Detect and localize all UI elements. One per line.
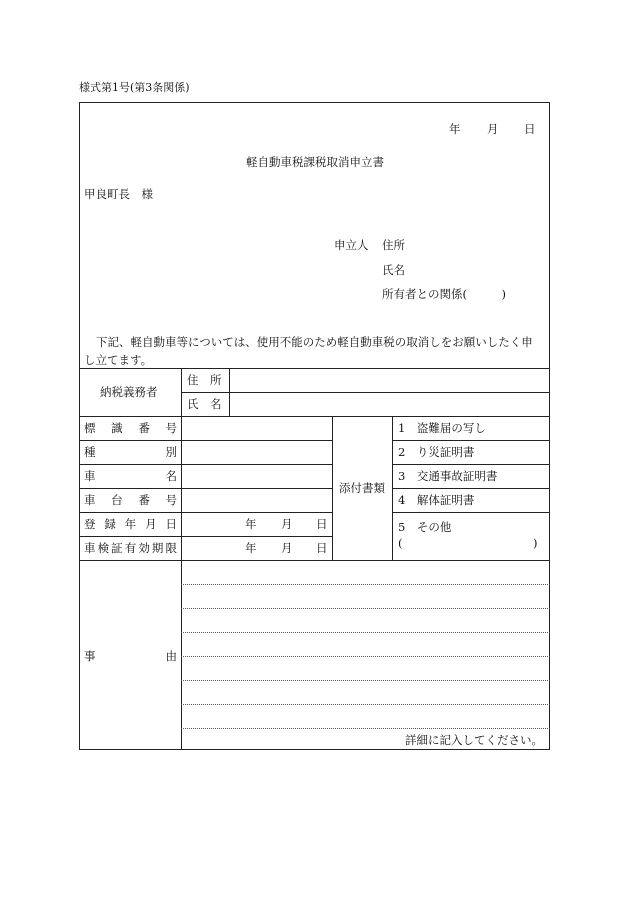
vehicle-field-plate-number: 標 識 番 号	[84, 421, 177, 435]
document-title: 軽自動車税課税取消申立書	[246, 155, 384, 169]
reason-writing-line-5	[181, 680, 550, 681]
vehicle-row-divider-5	[79, 536, 332, 537]
attachment-row-divider-3	[392, 488, 550, 489]
registration-year-unit: 年	[245, 517, 257, 531]
registration-month-unit: 月	[281, 517, 293, 531]
reason-section-top-rule	[79, 560, 550, 561]
reason-writing-line-2	[181, 608, 550, 609]
vehicle-value-column-rule	[332, 416, 333, 560]
form-number: 様式第1号(第3条関係)	[79, 81, 190, 94]
vehicle-row-divider-3	[79, 488, 332, 489]
attachment-item-3: 3 交通事故証明書	[398, 469, 498, 483]
reason-writing-line-3	[181, 632, 550, 633]
applicant-relation-label: 所有者との関係( )	[382, 287, 506, 301]
vehicle-field-inspection-expiry: 車 検 証 有 効 期 限	[84, 541, 177, 555]
reason-writing-line-4	[181, 656, 550, 657]
taxpayer-name-label: 氏 名	[187, 397, 222, 411]
attachments-label: 添付書類	[339, 481, 385, 495]
attachment-row-divider-1	[392, 440, 550, 441]
applicant-address-label: 住所	[382, 238, 405, 252]
label-column-rule	[181, 368, 182, 750]
addressee: 甲良町長 様	[84, 187, 153, 201]
expiry-month-unit: 月	[281, 541, 293, 555]
vehicle-field-car-name: 車 名	[84, 469, 177, 483]
attachment-other-paren-open: (	[398, 536, 403, 550]
vehicle-row-divider-1	[79, 440, 332, 441]
taxpayer-label: 納税義務者	[100, 385, 158, 399]
table-top-rule	[79, 368, 550, 369]
expiry-year-unit: 年	[245, 541, 257, 555]
reason-label: 事 由	[84, 649, 177, 663]
attachment-item-4: 4 解体証明書	[398, 493, 475, 507]
taxpayer-row-divider	[181, 392, 550, 393]
vehicle-row-divider-2	[79, 464, 332, 465]
attachment-label-column-rule	[392, 416, 393, 560]
date-year-label: 年	[449, 122, 461, 136]
vehicle-field-registration-date: 登 録 年 月 日	[84, 517, 177, 531]
reason-writing-line-1	[181, 584, 550, 585]
attachment-other-paren-close: )	[533, 536, 538, 550]
attachment-item-5: 5 その他	[398, 520, 452, 534]
reason-writing-line-6	[181, 704, 550, 705]
reason-writing-line-7	[181, 728, 550, 729]
attachment-item-1: 1 盗難届の写し	[398, 421, 486, 435]
registration-day-unit: 日	[316, 517, 328, 531]
vehicle-field-type: 種 別	[84, 445, 177, 459]
statement-line-1: 下記、軽自動車等については、使用不能のため軽自動車税の取消しをお願いしたく申	[96, 335, 533, 349]
applicant-label: 申立人	[334, 238, 369, 252]
date-day-label: 日	[524, 122, 536, 136]
attachment-row-divider-4	[392, 512, 550, 513]
attachment-row-divider-2	[392, 464, 550, 465]
vehicle-field-chassis-number: 車 台 番 号	[84, 493, 177, 507]
applicant-name-label: 氏名	[382, 263, 405, 277]
expiry-day-unit: 日	[316, 541, 328, 555]
vehicle-section-top-rule	[79, 416, 550, 417]
attachment-item-2: 2 り災証明書	[398, 445, 475, 459]
taxpayer-subcolumn-rule	[229, 368, 230, 416]
statement-line-2: し立てます。	[84, 353, 153, 367]
reason-note: 詳細に記入してください。	[405, 733, 543, 747]
date-month-label: 月	[487, 122, 499, 136]
taxpayer-address-label: 住 所	[187, 373, 222, 387]
vehicle-row-divider-4	[79, 512, 332, 513]
